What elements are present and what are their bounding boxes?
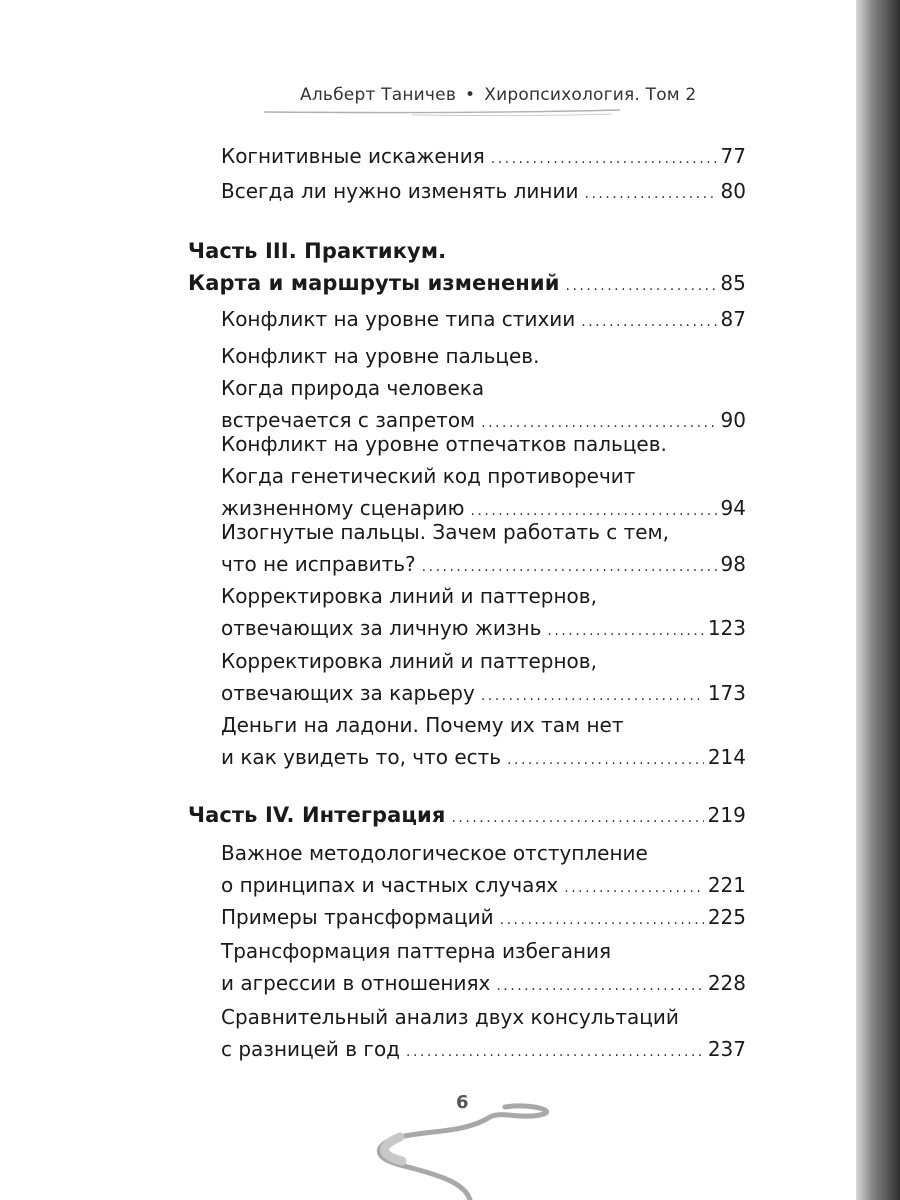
toc-entry-line: [221, 709, 746, 741]
toc-entry-line: [221, 837, 746, 869]
toc-entry: [221, 645, 746, 712]
toc-entry-title: Корректировка линий и паттернов,: [221, 584, 597, 608]
toc-entry-title: Сравнительный анализ двух консультаций: [221, 1005, 679, 1029]
toc-entry-title: Трансформация паттерна избегания: [221, 939, 612, 963]
toc-page-number: 214: [707, 745, 746, 769]
toc-entry: [221, 303, 746, 338]
toc-entry-line: [221, 869, 746, 904]
toc-entry-line: [221, 677, 746, 712]
dot-leader: [451, 802, 703, 834]
dot-leader: [564, 872, 704, 904]
toc-entry-line: [221, 340, 746, 372]
toc-entry-line: [221, 612, 746, 647]
toc-page-number: 87: [720, 307, 746, 331]
toc-entry: [221, 140, 746, 175]
toc-page-number: 98: [720, 552, 746, 576]
toc-entry-title: и как увидеть то, что есть: [221, 745, 502, 769]
toc-page-number: 225: [707, 905, 746, 929]
toc-entry-line: [221, 460, 746, 492]
toc-entry-title: Часть III. Практикум.: [188, 239, 447, 263]
toc-entry-title: Важное методологическое отступление: [221, 841, 648, 865]
page-edge-shadow: [856, 0, 900, 1200]
toc-entry-title: Всегда ли нужно изменять линии: [221, 179, 579, 203]
dot-leader: [491, 143, 717, 175]
toc-entry-line: [221, 140, 746, 175]
toc-entry-line: [221, 935, 746, 967]
toc-entry-title: Карта и маршруты изменений: [188, 271, 560, 295]
toc-entry-title: Когда генетический код противоречит: [221, 464, 636, 488]
toc-entry-line: [221, 645, 746, 677]
toc-entry-title: Когда природа человека: [221, 376, 485, 400]
toc-entry-line: [188, 235, 746, 267]
dot-leader: [581, 306, 716, 338]
toc-part-heading: [188, 235, 746, 302]
dot-leader: [585, 178, 717, 210]
toc-entry-title: отвечающих за личную жизнь: [221, 616, 542, 640]
toc-part-heading: [188, 799, 746, 834]
book-title: Хиропсихология. Том 2: [484, 85, 697, 105]
toc-page-number: 90: [720, 408, 746, 432]
toc-entry-line: [221, 516, 746, 548]
toc-entry-title: Конфликт на уровне пальцев.: [221, 344, 540, 368]
toc-entry: [221, 428, 746, 527]
toc-page-number: 219: [707, 803, 746, 827]
toc-entry-line: [188, 267, 746, 302]
toc-entry: [221, 837, 746, 904]
dot-leader: [566, 270, 717, 302]
toc-entry-title: что не исправить?: [221, 552, 416, 576]
toc-entry-title: Часть IV. Интеграция: [188, 803, 446, 827]
toc-entry: [221, 935, 746, 1002]
dot-leader: [422, 551, 717, 583]
decorative-swirl: [370, 1095, 560, 1200]
toc-page-number: 85: [720, 271, 746, 295]
page-number: 6: [456, 1092, 469, 1113]
toc-entry-title: о принципах и частных случаях: [221, 873, 559, 897]
dot-leader: [481, 680, 704, 712]
toc-page-number: 173: [707, 681, 746, 705]
running-head: [300, 85, 697, 105]
dot-leader: [496, 970, 703, 1002]
toc-entry-line: [221, 967, 746, 1002]
toc-entry-line: [221, 372, 746, 404]
toc-entry: [221, 709, 746, 776]
toc-entry: [221, 340, 746, 439]
toc-entry-title: и агрессии в отношениях: [221, 971, 491, 995]
toc-entry-line: [221, 548, 746, 583]
toc-entry-title: жизненному сценарию: [221, 496, 465, 520]
toc-page-number: 77: [720, 144, 746, 168]
toc-entry-title: Деньги на ладони. Почему их там нет: [221, 713, 624, 737]
toc-entry-line: [221, 901, 746, 936]
header-separator: •: [465, 85, 476, 105]
author-name: Альберт Таничев: [300, 85, 457, 105]
header-rule: [262, 106, 622, 120]
toc-entry-line: [188, 799, 746, 834]
toc-page-number: 221: [707, 873, 746, 897]
toc-entry: [221, 516, 746, 583]
toc-page-number: 237: [707, 1037, 746, 1061]
toc-entry: [221, 1001, 746, 1068]
toc-page-number: 123: [707, 616, 746, 640]
toc-entry-line: [221, 741, 746, 776]
dot-leader: [507, 744, 704, 776]
toc-entry-line: [221, 175, 746, 210]
toc-entry-title: встречается с запретом: [221, 408, 476, 432]
toc-entry-line: [221, 1033, 746, 1068]
toc-entry-title: Конфликт на уровне типа стихии: [221, 307, 576, 331]
toc-entry: [221, 901, 746, 936]
toc-page-number: 94: [720, 496, 746, 520]
toc-page-number: 80: [720, 179, 746, 203]
toc-entry-title: отвечающих за карьеру: [221, 681, 475, 705]
toc-entry-title: Когнитивные искажения: [221, 144, 485, 168]
toc-page-number: 228: [707, 971, 746, 995]
toc-entry-title: Изогнутые пальцы. Зачем работать с тем,: [221, 520, 669, 544]
toc-entry: [221, 175, 746, 210]
dot-leader: [500, 904, 704, 936]
toc-entry-line: [221, 580, 746, 612]
dot-leader: [406, 1036, 704, 1068]
toc-entry-title: Корректировка линий и паттернов,: [221, 649, 597, 673]
toc-entry-line: [221, 428, 746, 460]
toc-entry-title: с разницей в год: [221, 1037, 401, 1061]
toc-entry-line: [221, 303, 746, 338]
toc-entry-line: [221, 1001, 746, 1033]
toc-entry-title: Примеры трансформаций: [221, 905, 494, 929]
toc-entry-title: Конфликт на уровне отпечатков пальцев.: [221, 432, 667, 456]
dot-leader: [547, 615, 703, 647]
toc-entry: [221, 580, 746, 647]
